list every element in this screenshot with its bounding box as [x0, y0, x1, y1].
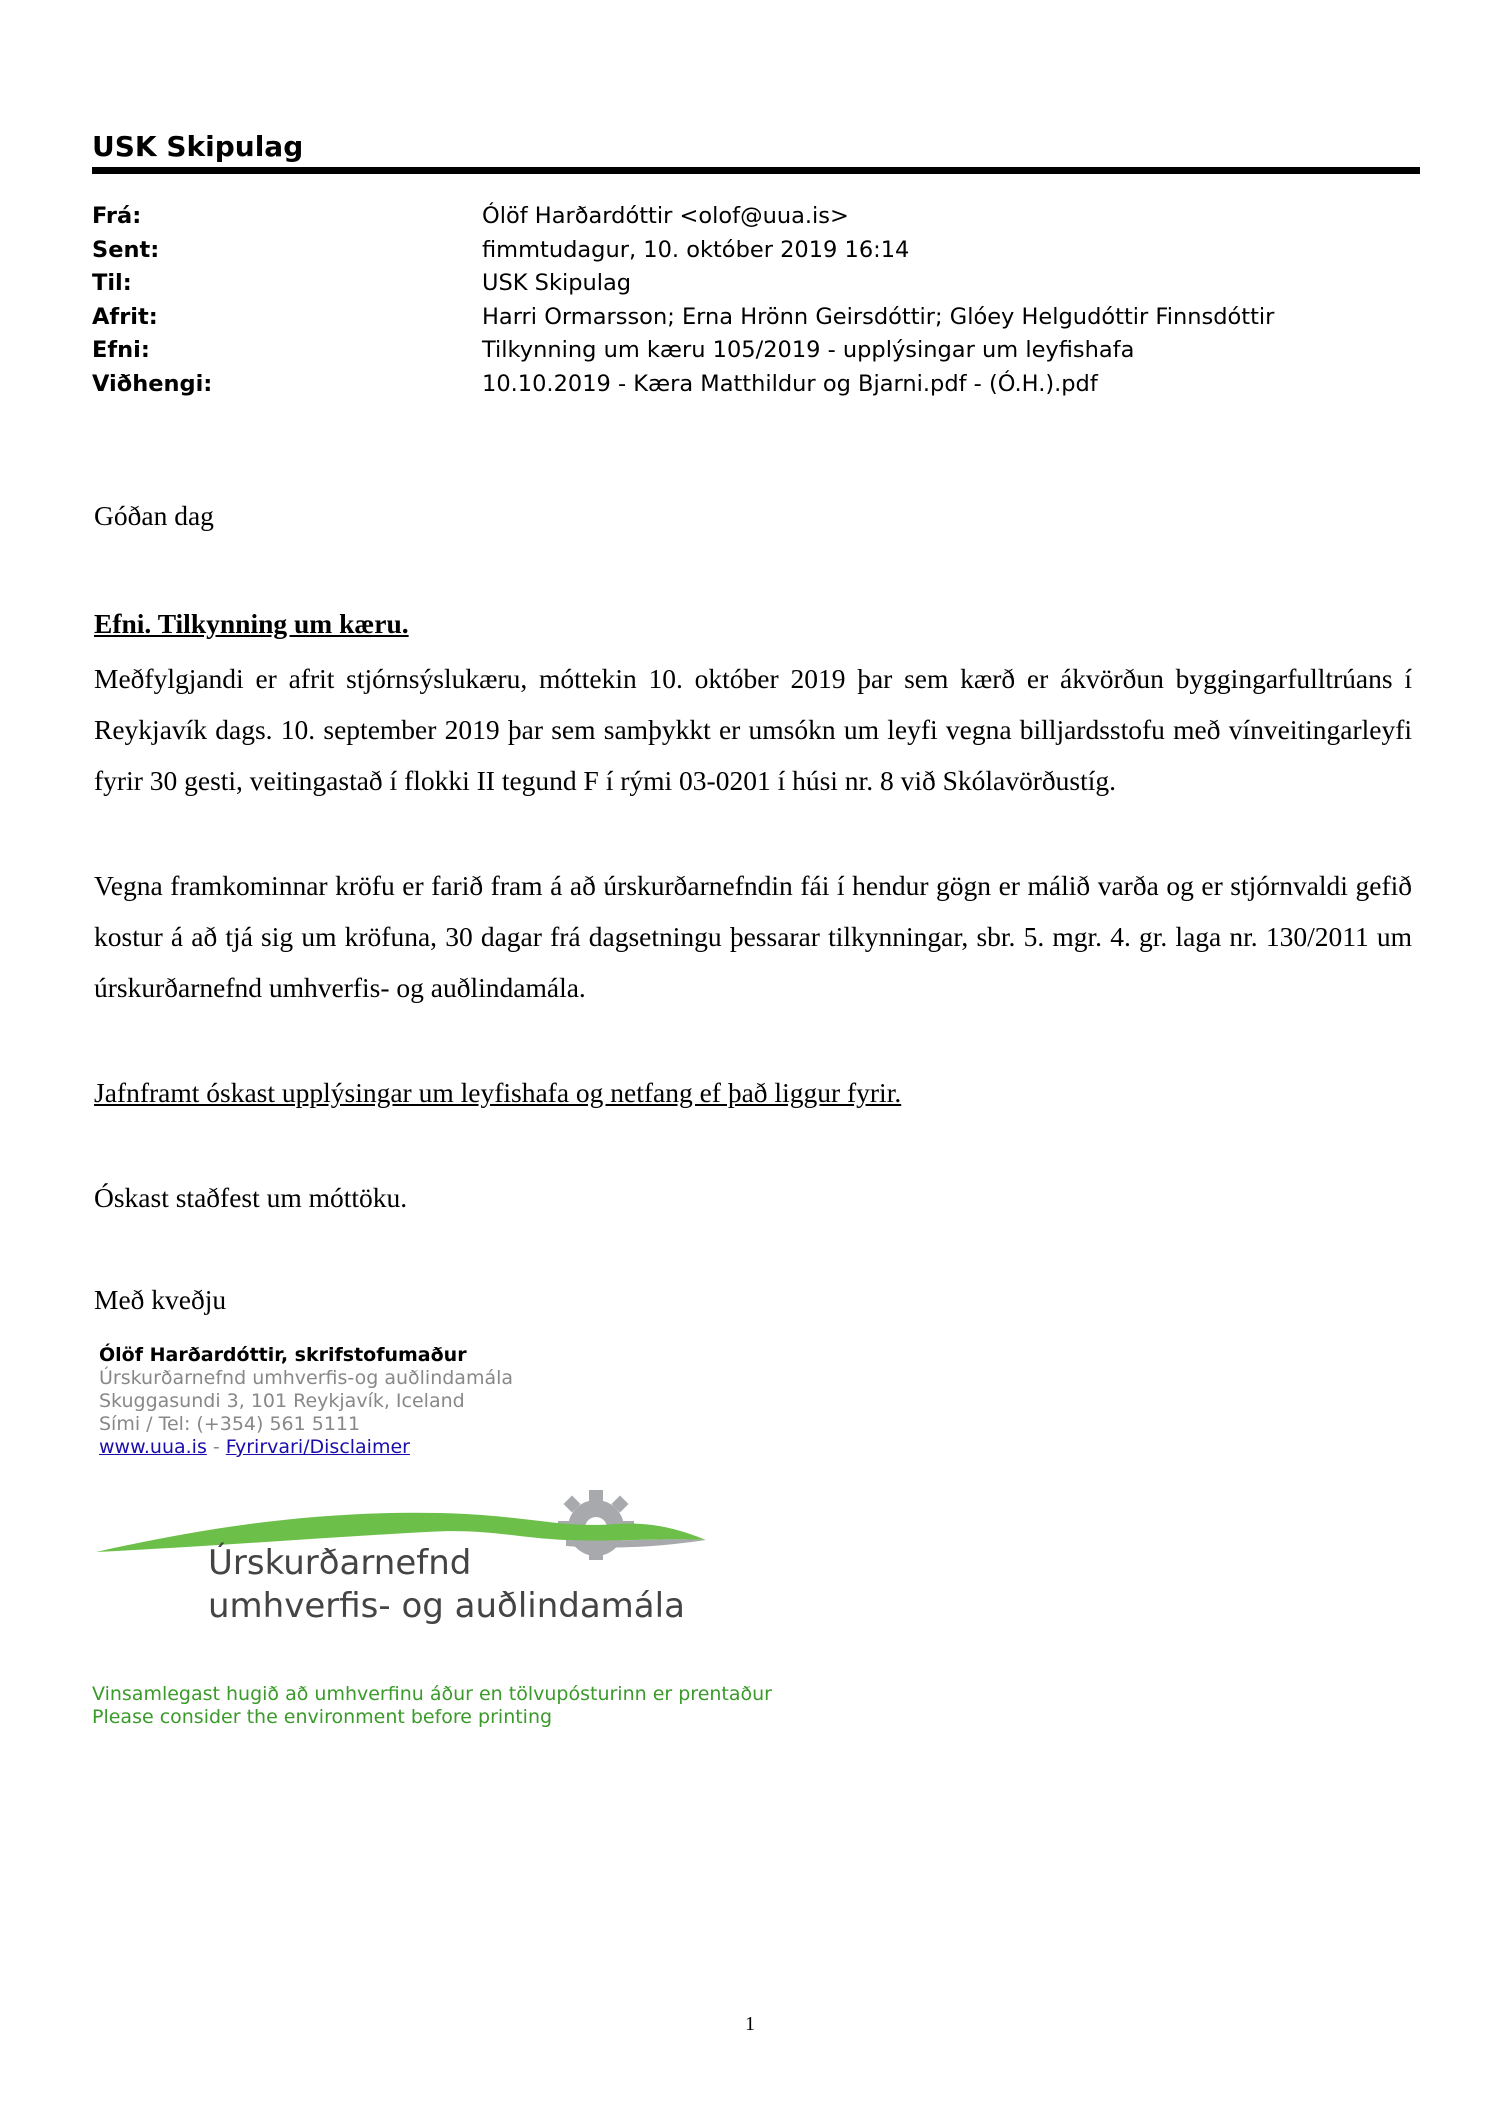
header-label: Til: [92, 270, 132, 296]
request-line: Jafnframt óskast upplýsingar um leyfishafa og netfang ef það liggur fyrir. [94, 1077, 902, 1108]
email-signature [99, 1344, 513, 1459]
closing-line: Með kveðju [94, 1284, 227, 1315]
body-paragraph-2: Vegna framkominnar kröfu er farið fram á að úrskurðarnefndin fái í hendur gögn er málið varða og er stjórnvaldi gefið kostur á að tjá sig um kröfuna, 30 dagar frá dagsetningu þessarar tilkynningar, sbr. 5. mgr. 4. gr. laga nr. 130/2011 um úrskurðarnefnd umhverfis- og auðlindamála. [94, 870, 1412, 1003]
logo-line-2: umhverfis- og auðlindamála [208, 1586, 685, 1626]
signature-address: Skuggasundi 3, 101 Reykjavík, Iceland [99, 1390, 465, 1412]
header-label: Frá: [92, 203, 142, 229]
disclaimer-link[interactable]: Fyrirvari/Disclaimer [225, 1436, 410, 1458]
header-value: Tilkynning um kæru 105/2019 - upplýsingar um leyfishafa [482, 337, 1135, 363]
header-label: Viðhengi: [92, 370, 213, 397]
link-separator: - [206, 1436, 226, 1458]
header-value: fimmtudagur, 10. október 2019 16:14 [482, 236, 910, 263]
header-value: USK Skipulag [482, 270, 632, 296]
environment-note [92, 1683, 772, 1729]
page-number: 1 [745, 2013, 755, 2035]
signature-name: Ólöf Harðardóttir, skrifstofumaður [99, 1344, 467, 1366]
subject-line: Efni. Tilkynning um kæru. [94, 608, 409, 639]
environment-note-is: Vinsamlegast hugið að umhverfinu áður en tölvupósturinn er prentaður [92, 1683, 772, 1705]
header-value: Harri Ormarsson; Erna Hrönn Geirsdóttir; Glóey Helgudóttir Finnsdóttir [482, 303, 1275, 330]
confirm-line: Óskast staðfest um móttöku. [94, 1182, 408, 1213]
header-row-attachments [92, 368, 1420, 402]
attachment-value: 10.10.2019 - Kæra Matthildur og Bjarni.pdf - (Ó.H.).pdf [482, 370, 1098, 397]
header-label: Afrit: [92, 303, 158, 330]
organization-logo [96, 1480, 716, 1650]
header-row-subject [92, 334, 1420, 368]
email-headers [92, 200, 1420, 401]
mailbox-title: USK Skipulag [92, 130, 304, 163]
header-row-from [92, 200, 1420, 234]
header-row-sent [92, 234, 1420, 268]
signature-org: Úrskurðarnefnd umhverfis-og auðlindamála [99, 1367, 514, 1389]
signature-phone: Sími / Tel: (+354) 561 5111 [99, 1413, 361, 1435]
signature-links [99, 1436, 513, 1459]
body-paragraph-1: Meðfylgjandi er afrit stjórnsýslukæru, móttekin 10. október 2019 þar sem kærð er ákvörðun byggingarfulltrúans í Reykjavík dags. 10. september 2019 þar sem samþykkt er umsókn um leyfi vegna billjardsstofu með vínveitingarleyfi fyrir 30 gesti, veitingastað í flokki II tegund F í rými 03-0201 í húsi nr. 8 við Skólavörðustíg. [94, 663, 1412, 796]
header-value: Ólöf Harðardóttir <olof@uua.is> [482, 203, 849, 229]
header-rule [92, 167, 1420, 174]
website-link[interactable]: www.uua.is [99, 1436, 207, 1458]
logo-text [208, 1542, 685, 1628]
header-row-to [92, 267, 1420, 301]
header-label: Sent: [92, 236, 160, 263]
greeting: Góðan dag [94, 500, 214, 531]
header-label: Efni: [92, 337, 150, 363]
header-row-cc [92, 301, 1420, 335]
environment-note-en: Please consider the environment before printing [92, 1706, 553, 1728]
logo-line-1: Úrskurðarnefnd [208, 1543, 472, 1583]
